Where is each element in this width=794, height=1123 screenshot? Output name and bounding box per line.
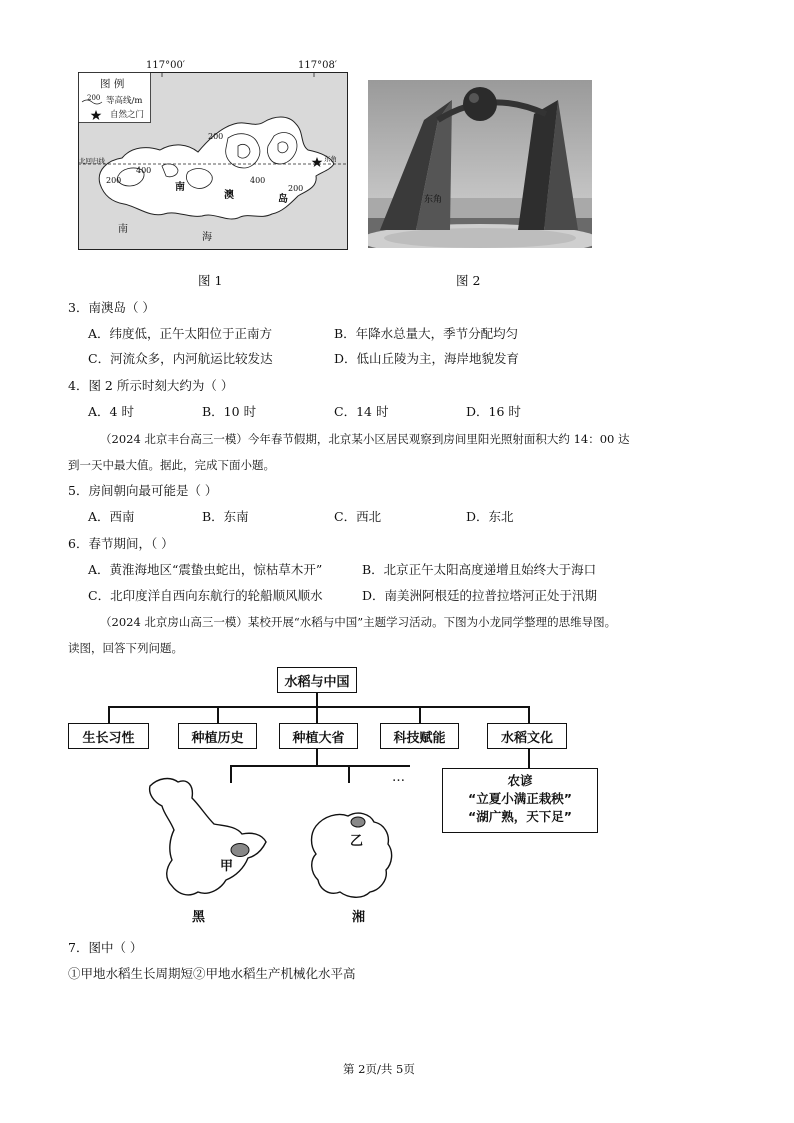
region-yi-label: 乙 <box>350 834 364 849</box>
lon-left-label: 117°00′ <box>146 60 186 71</box>
figure1-caption: 图 1 <box>198 273 223 288</box>
island-char: 岛 <box>278 194 288 205</box>
q5-option-d[interactable]: D．东北 <box>466 509 514 524</box>
mindmap-connector <box>108 706 529 708</box>
passage1-line2: 到一天中最大值。据此，完成下面小题。 <box>68 458 275 472</box>
proverb-line: “立夏小满正栽秧” <box>468 791 572 806</box>
mindmap-connector <box>528 749 530 768</box>
mindmap-connector <box>108 706 110 723</box>
legend-contour-value: 200 <box>87 94 101 102</box>
passage2-line2: 读图，回答下列问题。 <box>68 641 183 655</box>
mindmap-branch-culture: 水稻文化 <box>487 723 567 749</box>
q3-option-d[interactable]: D．低山丘陵为主，海岸地貌发育 <box>334 351 520 366</box>
legend-contour-label: 等高线/m <box>106 96 143 106</box>
figure1-map <box>78 60 348 250</box>
mindmap-connector <box>348 765 350 783</box>
q6-option-d[interactable]: D．南美洲阿根廷的拉普拉塔河正处于汛期 <box>362 588 598 603</box>
q5-option-a[interactable]: A．西南 <box>88 509 135 524</box>
mindmap-connector <box>528 706 530 723</box>
region-yi-marker <box>351 817 365 827</box>
page-footer: 第 2页/共 5页 <box>343 1062 415 1076</box>
q3-option-c[interactable]: C．河流众多，内河航运比较发达 <box>88 351 273 366</box>
proverb-box <box>442 768 598 833</box>
q4-option-d[interactable]: D．16 时 <box>466 404 521 419</box>
q5-stem: 5．房间朝向最可能是（ ） <box>68 483 218 498</box>
mindmap-ellipsis: … <box>392 770 405 785</box>
island-char: 澳 <box>224 190 234 201</box>
q3-stem: 3．南澳岛（ ） <box>68 300 155 315</box>
contour-label: 200 <box>288 184 304 193</box>
legend-title: 图 例 <box>100 78 125 90</box>
province-hei-label: 黑 <box>192 910 206 925</box>
q5-option-b[interactable]: B．东南 <box>202 509 249 524</box>
contour-label: 400 <box>250 176 266 185</box>
proverb-line: “湖广熟，天下足” <box>468 809 572 824</box>
q4-option-b[interactable]: B．10 时 <box>202 404 257 419</box>
proverb-title: 农谚 <box>507 773 533 788</box>
tropic-label: 北回归线 <box>79 157 105 165</box>
region-jia-label: 甲 <box>220 859 234 874</box>
q3-option-a[interactable]: A．纬度低，正午太阳位于正南方 <box>88 326 273 341</box>
sea-char: 南 <box>118 224 128 235</box>
figure2-photo <box>368 80 592 248</box>
q6-option-a[interactable]: A．黄淮海地区“震蛰虫蛇出，惊枯草木开” <box>88 562 323 577</box>
mindmap-connector <box>419 706 421 723</box>
province-xiang-label: 湘 <box>352 910 366 925</box>
legend-star-label: 自然之门 <box>110 110 145 120</box>
q4-option-c[interactable]: C．14 时 <box>334 404 389 419</box>
q6-option-b[interactable]: B．北京正午太阳高度递增且始终大于海口 <box>362 562 597 577</box>
mindmap-connector <box>316 693 318 707</box>
mindmap-branch-tech: 科技赋能 <box>380 723 459 749</box>
figure2-caption: 图 2 <box>456 273 481 288</box>
q7-options: ①甲地水稻生长周期短②甲地水稻生产机械化水平高 <box>68 966 356 981</box>
photo-svg <box>368 80 592 248</box>
mindmap-connector <box>217 706 219 723</box>
region-jia-marker <box>231 844 249 857</box>
passage1-line1: （2024 北京丰台高三一模）今年春节假期，北京某小区居民观察到房间里阳光照射面积大约 14：00 达 <box>100 432 630 446</box>
mindmap-connector <box>316 749 318 765</box>
mindmap-branch-provinces: 种植大省 <box>279 723 358 749</box>
mindmap-connector <box>316 706 318 723</box>
q6-option-c[interactable]: C．北印度洋自西向东航行的轮船顺风顺水 <box>88 588 323 603</box>
contour-label: 200 <box>106 176 122 185</box>
mindmap-connector <box>230 765 410 767</box>
q5-option-c[interactable]: C．西北 <box>334 509 382 524</box>
hunan-map <box>298 806 408 906</box>
q6-stem: 6．春节期间，（ ） <box>68 536 174 551</box>
q3-option-b[interactable]: B．年降水总量大，季节分配均匀 <box>334 326 519 341</box>
q7-stem: 7．图中（ ） <box>68 940 143 955</box>
island-char: 南 <box>175 182 185 193</box>
passage2-line1: （2024 北京房山高三一模）某校开展“水稻与中国”主题学习活动。下图为小龙同学整理的思维导图。 <box>100 615 617 629</box>
lon-right-label: 117°08′ <box>298 60 338 71</box>
q4-option-a[interactable]: A．4 时 <box>88 404 134 419</box>
contour-label: 200 <box>208 132 224 141</box>
figure2-label: 东角 <box>424 195 443 205</box>
contour-label: 400 <box>136 166 152 175</box>
mindmap-branch-growth: 生长习性 <box>68 723 149 749</box>
mindmap-root: 水稻与中国 <box>277 667 357 693</box>
mindmap-branch-history: 种植历史 <box>178 723 257 749</box>
q4-stem: 4．图 2 所示时刻大约为（ ） <box>68 378 234 393</box>
sea-char: 海 <box>202 232 212 243</box>
heilongjiang-map <box>144 772 274 904</box>
east-cape-label: 东角 <box>324 155 337 163</box>
